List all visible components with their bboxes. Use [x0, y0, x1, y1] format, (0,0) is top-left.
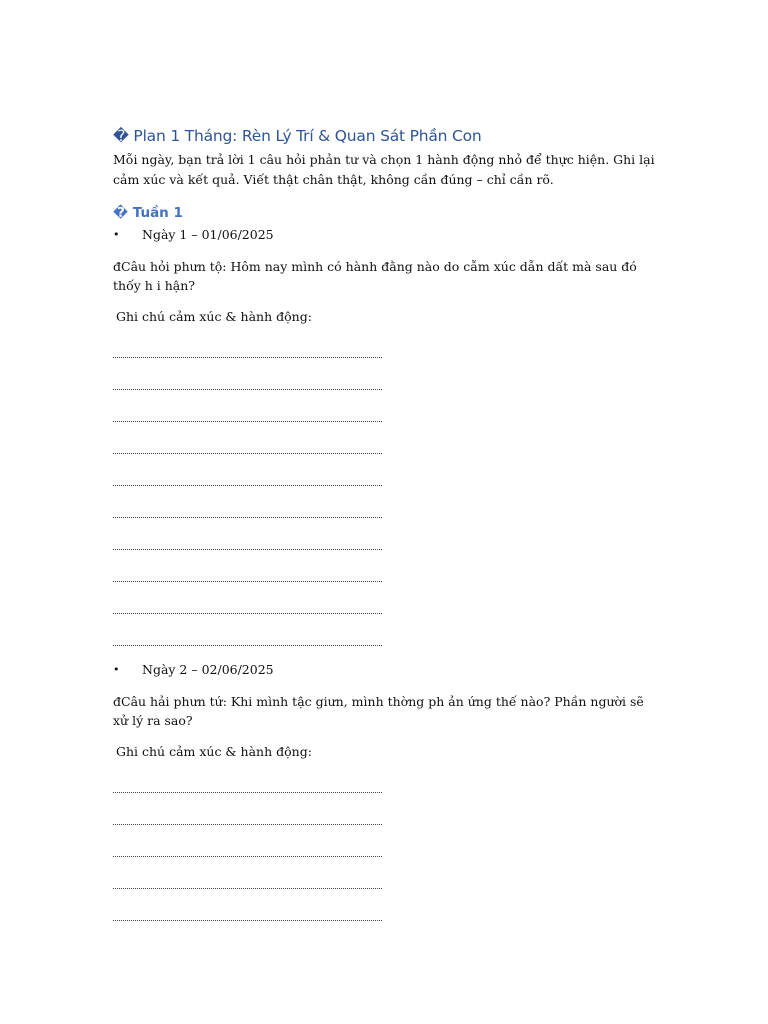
writing-line — [113, 582, 382, 614]
writing-line — [113, 857, 382, 889]
day-1-question: đCâu hỏi phưn tộ: Hôm nay mình có hành đằng nào do cẫm xúc dẫn dất mà sau đó thốy h i hận? — [113, 259, 637, 293]
day-1-note-lines — [113, 338, 658, 646]
writing-line — [113, 889, 382, 921]
writing-line — [113, 486, 382, 518]
day-2-question: đCâu hải phưn tứ: Khi mình tậc giưn, mình thờng ph ản ứng thế nào? Phần người sẽ xử lý ra sao? — [113, 694, 644, 728]
document-page — [113, 125, 658, 921]
writing-line — [113, 422, 382, 454]
writing-line — [113, 338, 382, 358]
day-1-label: Ngày 1 – 01/06/2025 — [142, 227, 274, 242]
intro-paragraph: Mỗi ngày, bạn trả lời 1 câu hỏi phản tư và chọn 1 hành động nhỏ để thực hiện. Ghi lại cảm xúc và kết quả. Viết thật chân thật, không cần đúng – chỉ cần rõ. — [113, 152, 655, 187]
bullet-icon: • — [113, 228, 120, 241]
day-2-note-label: Ghi chú cảm xúc & hành động: — [116, 744, 312, 759]
writing-line — [113, 793, 382, 825]
day-1-note-label: Ghi chú cảm xúc & hành động: — [116, 309, 312, 324]
writing-line — [113, 390, 382, 422]
writing-line — [113, 454, 382, 486]
day-2-note-lines — [113, 773, 658, 921]
writing-line — [113, 614, 382, 646]
week-heading: � Tuần 1 — [113, 205, 183, 221]
document-title: � Plan 1 Tháng: Rèn Lý Trí & Quan Sát Phần Con — [113, 127, 482, 145]
bullet-icon: • — [113, 663, 120, 676]
day-2-item — [113, 661, 658, 679]
day-1-item — [113, 226, 658, 244]
writing-line — [113, 550, 382, 582]
writing-line — [113, 358, 382, 390]
day-2-label: Ngày 2 – 02/06/2025 — [142, 662, 274, 677]
writing-line — [113, 825, 382, 857]
writing-line — [113, 773, 382, 793]
writing-line — [113, 518, 382, 550]
